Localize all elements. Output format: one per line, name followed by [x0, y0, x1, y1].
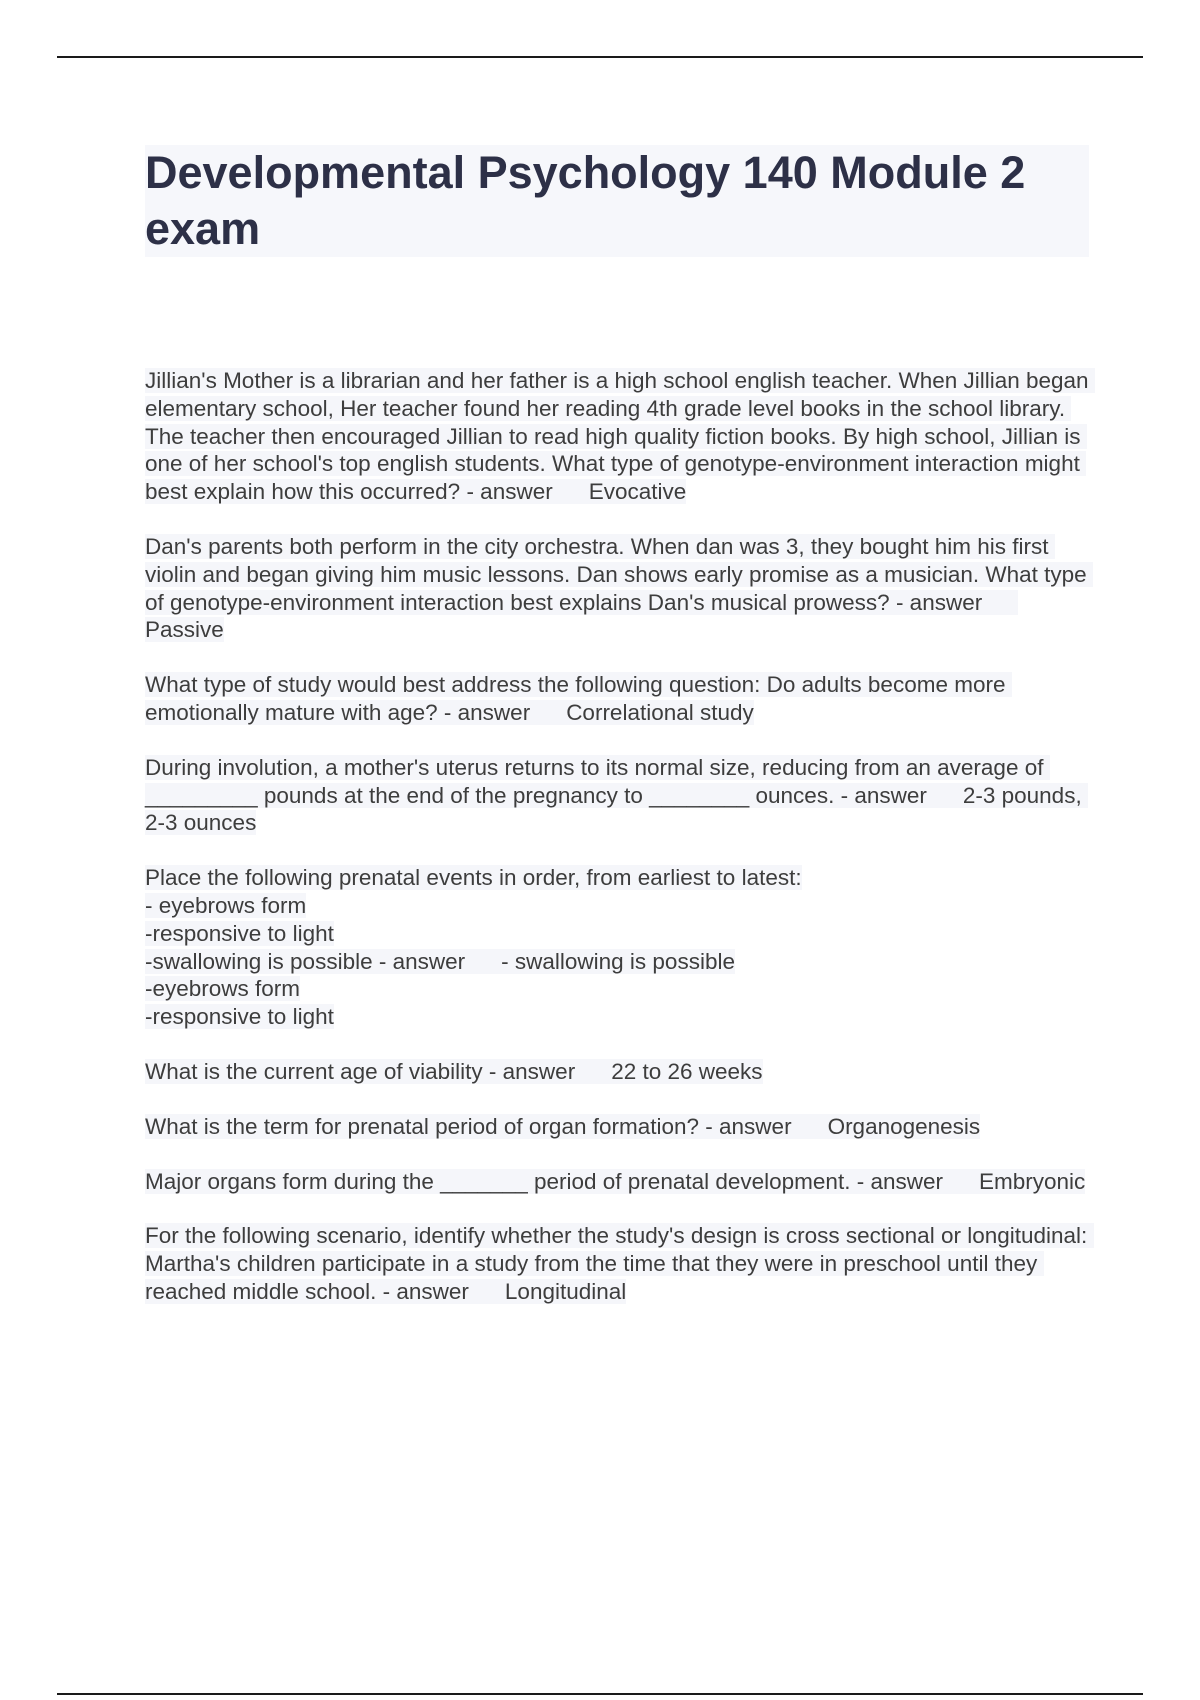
answer-separator: - answer: [699, 1113, 792, 1139]
qa-text: [145, 1113, 1095, 1141]
header-rule: [57, 56, 1143, 58]
qa-item: [145, 671, 1095, 727]
qa-item: [145, 533, 1095, 644]
answer-text: Embryonic: [978, 1168, 1086, 1194]
answer-text: Correlational study: [566, 699, 754, 725]
answer-separator: - answer: [482, 1058, 576, 1084]
question-text: Jillian's Mother is a librarian and her father is a high school english teacher. When Jillian began elementary school, Her teacher found her reading 4th grade level books in the school library. The teacher then encouraged Jillian to read high quality fiction books. By high school, Jillian is one of her school's top english students. What type of genotype-environment interaction might best explain how this occurred?: [145, 368, 1095, 505]
qa-text: [145, 1058, 1095, 1086]
answer-separator: - answer: [460, 479, 553, 505]
qa-item: [145, 1168, 1095, 1196]
qa-text: [145, 754, 1095, 837]
page-title: Developmental Psychology 140 Module 2 exam: [145, 147, 1026, 254]
answer-text: Longitudinal: [504, 1278, 627, 1304]
answer-separator: - answer: [889, 589, 983, 615]
qa-list: [145, 367, 1095, 1333]
qa-item: [145, 864, 1095, 1031]
qa-text: [145, 1168, 1095, 1196]
answer-text: Evocative: [588, 479, 687, 505]
answer-text: - swallowing is possible -eyebrows form -responsive to light: [145, 948, 735, 1030]
qa-text: [145, 533, 1095, 644]
question-text: Major organs form during the _______ period of prenatal development.: [145, 1168, 851, 1194]
qa-text: [145, 864, 1095, 1031]
answer-separator: - answer: [376, 1278, 469, 1304]
question-text: What type of study would best address the following question: Do adults become more emotionally mature with age?: [145, 672, 1012, 725]
qa-text: [145, 367, 1095, 506]
question-text: Dan's parents both perform in the city orchestra. When dan was 3, they bought him his first violin and began giving him music lessons. Dan shows early promise as a musician. What type of genotype-environment interaction best explains Dan's musical prowess?: [145, 533, 1093, 615]
answer-text: Passive: [145, 617, 224, 643]
question-text: What is the current age of viability: [145, 1058, 483, 1084]
question-text: Place the following prenatal events in order, from earliest to latest: - eyebrows form -responsive to light -swallowing is possible: [145, 865, 802, 974]
qa-item: [145, 754, 1095, 837]
answer-text: Organogenesis: [827, 1113, 981, 1139]
qa-text: [145, 1222, 1095, 1305]
footer-rule: [57, 1693, 1143, 1695]
answer-separator: - answer: [834, 782, 927, 808]
answer-separator: - answer: [372, 948, 466, 974]
question-text: For the following scenario, identify whether the study's design is cross sectional or longitudinal: Martha's children participate in a study from the time that they were in preschool until they reached middle school.: [145, 1223, 1094, 1304]
answer-text: 22 to 26 weeks: [611, 1058, 763, 1084]
qa-text: [145, 671, 1095, 727]
answer-separator: - answer: [850, 1168, 943, 1194]
question-text: What is the term for prenatal period of organ formation?: [145, 1113, 700, 1139]
answer-separator: - answer: [437, 699, 531, 725]
question-text: During involution, a mother's uterus returns to its normal size, reducing from an average of _________ pounds at the end of the pregnancy to ________ ounces.: [145, 754, 1050, 808]
answer-text: 2-3 pounds, 2-3 ounces: [145, 782, 1088, 836]
qa-item: [145, 367, 1095, 506]
qa-item: [145, 1113, 1095, 1141]
title-block: [145, 145, 1089, 257]
qa-item: [145, 1058, 1095, 1086]
qa-item: [145, 1222, 1095, 1305]
